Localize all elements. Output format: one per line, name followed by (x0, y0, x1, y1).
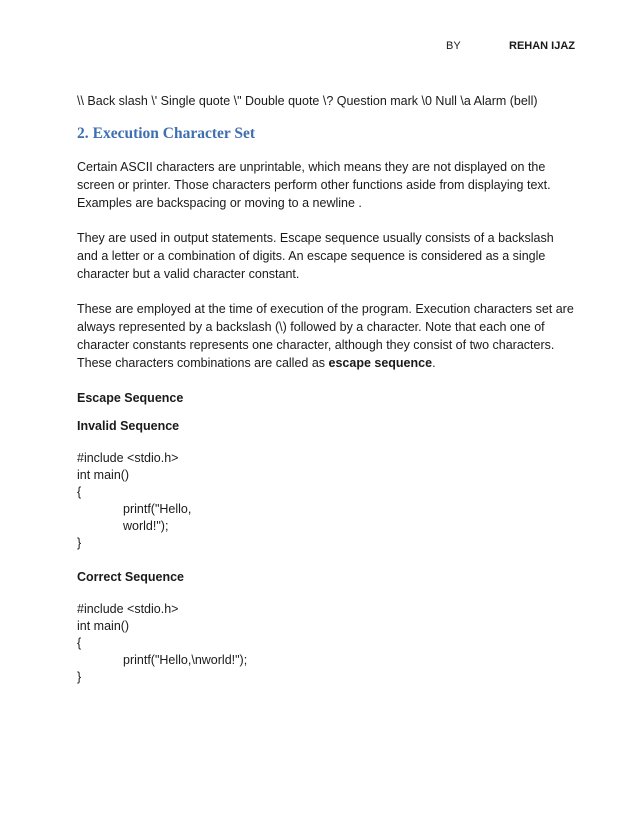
section-title: Execution Character Set (92, 125, 256, 142)
paragraph-execution (77, 300, 577, 372)
code-line: world!"); (123, 519, 169, 533)
code-line: { (77, 485, 82, 499)
document-body (77, 92, 577, 702)
paragraph-execution-end: . (432, 356, 436, 370)
correct-sequence-label: Correct Sequence (77, 570, 184, 584)
code-line: } (77, 670, 82, 684)
code-line: int main() (77, 468, 130, 482)
escape-sequence-term: escape sequence (328, 356, 433, 370)
paragraph-execution-text: These are employed at the time of execution of the program. Execution characters set are always represented by a backslash (\) followed by a character. Note that each one of character constants represents one character, although they consist of two characters. These characters combinations are called as (77, 302, 574, 370)
escape-characters-line: \\ Back slash \' Single quote \" Double quote \? Question mark \0 Null \a Alarm (bell) (77, 94, 538, 108)
paragraph-unprintable: Certain ASCII characters are unprintable, which means they are not displayed on the screen or printer. Those characters perform other functions aside from displaying text. Examples are backspacing or moving to a newline . (77, 160, 551, 210)
code-line: #include <stdio.h> (77, 602, 179, 616)
invalid-sequence-label: Invalid Sequence (77, 419, 180, 433)
code-line: int main() (77, 619, 130, 633)
section-number: 2. (77, 125, 89, 142)
correct-code-block (77, 600, 577, 685)
code-line: printf("Hello,\nworld!"); (123, 653, 248, 667)
header-author: REHAN IJAZ (509, 40, 576, 52)
section-heading (77, 124, 577, 144)
code-line: { (77, 636, 82, 650)
paragraph-output-statements: They are used in output statements. Escape sequence usually consists of a backslash and a letter or a combination of digits. An escape sequence is considered as a single character but a valid character constant. (77, 231, 554, 281)
code-line: printf("Hello, (123, 502, 192, 516)
invalid-code-block (77, 449, 577, 551)
code-line: #include <stdio.h> (77, 451, 179, 465)
page-header (0, 37, 638, 53)
escape-sequence-label: Escape Sequence (77, 391, 184, 405)
header-by: BY (446, 40, 461, 52)
code-line: } (77, 536, 82, 550)
